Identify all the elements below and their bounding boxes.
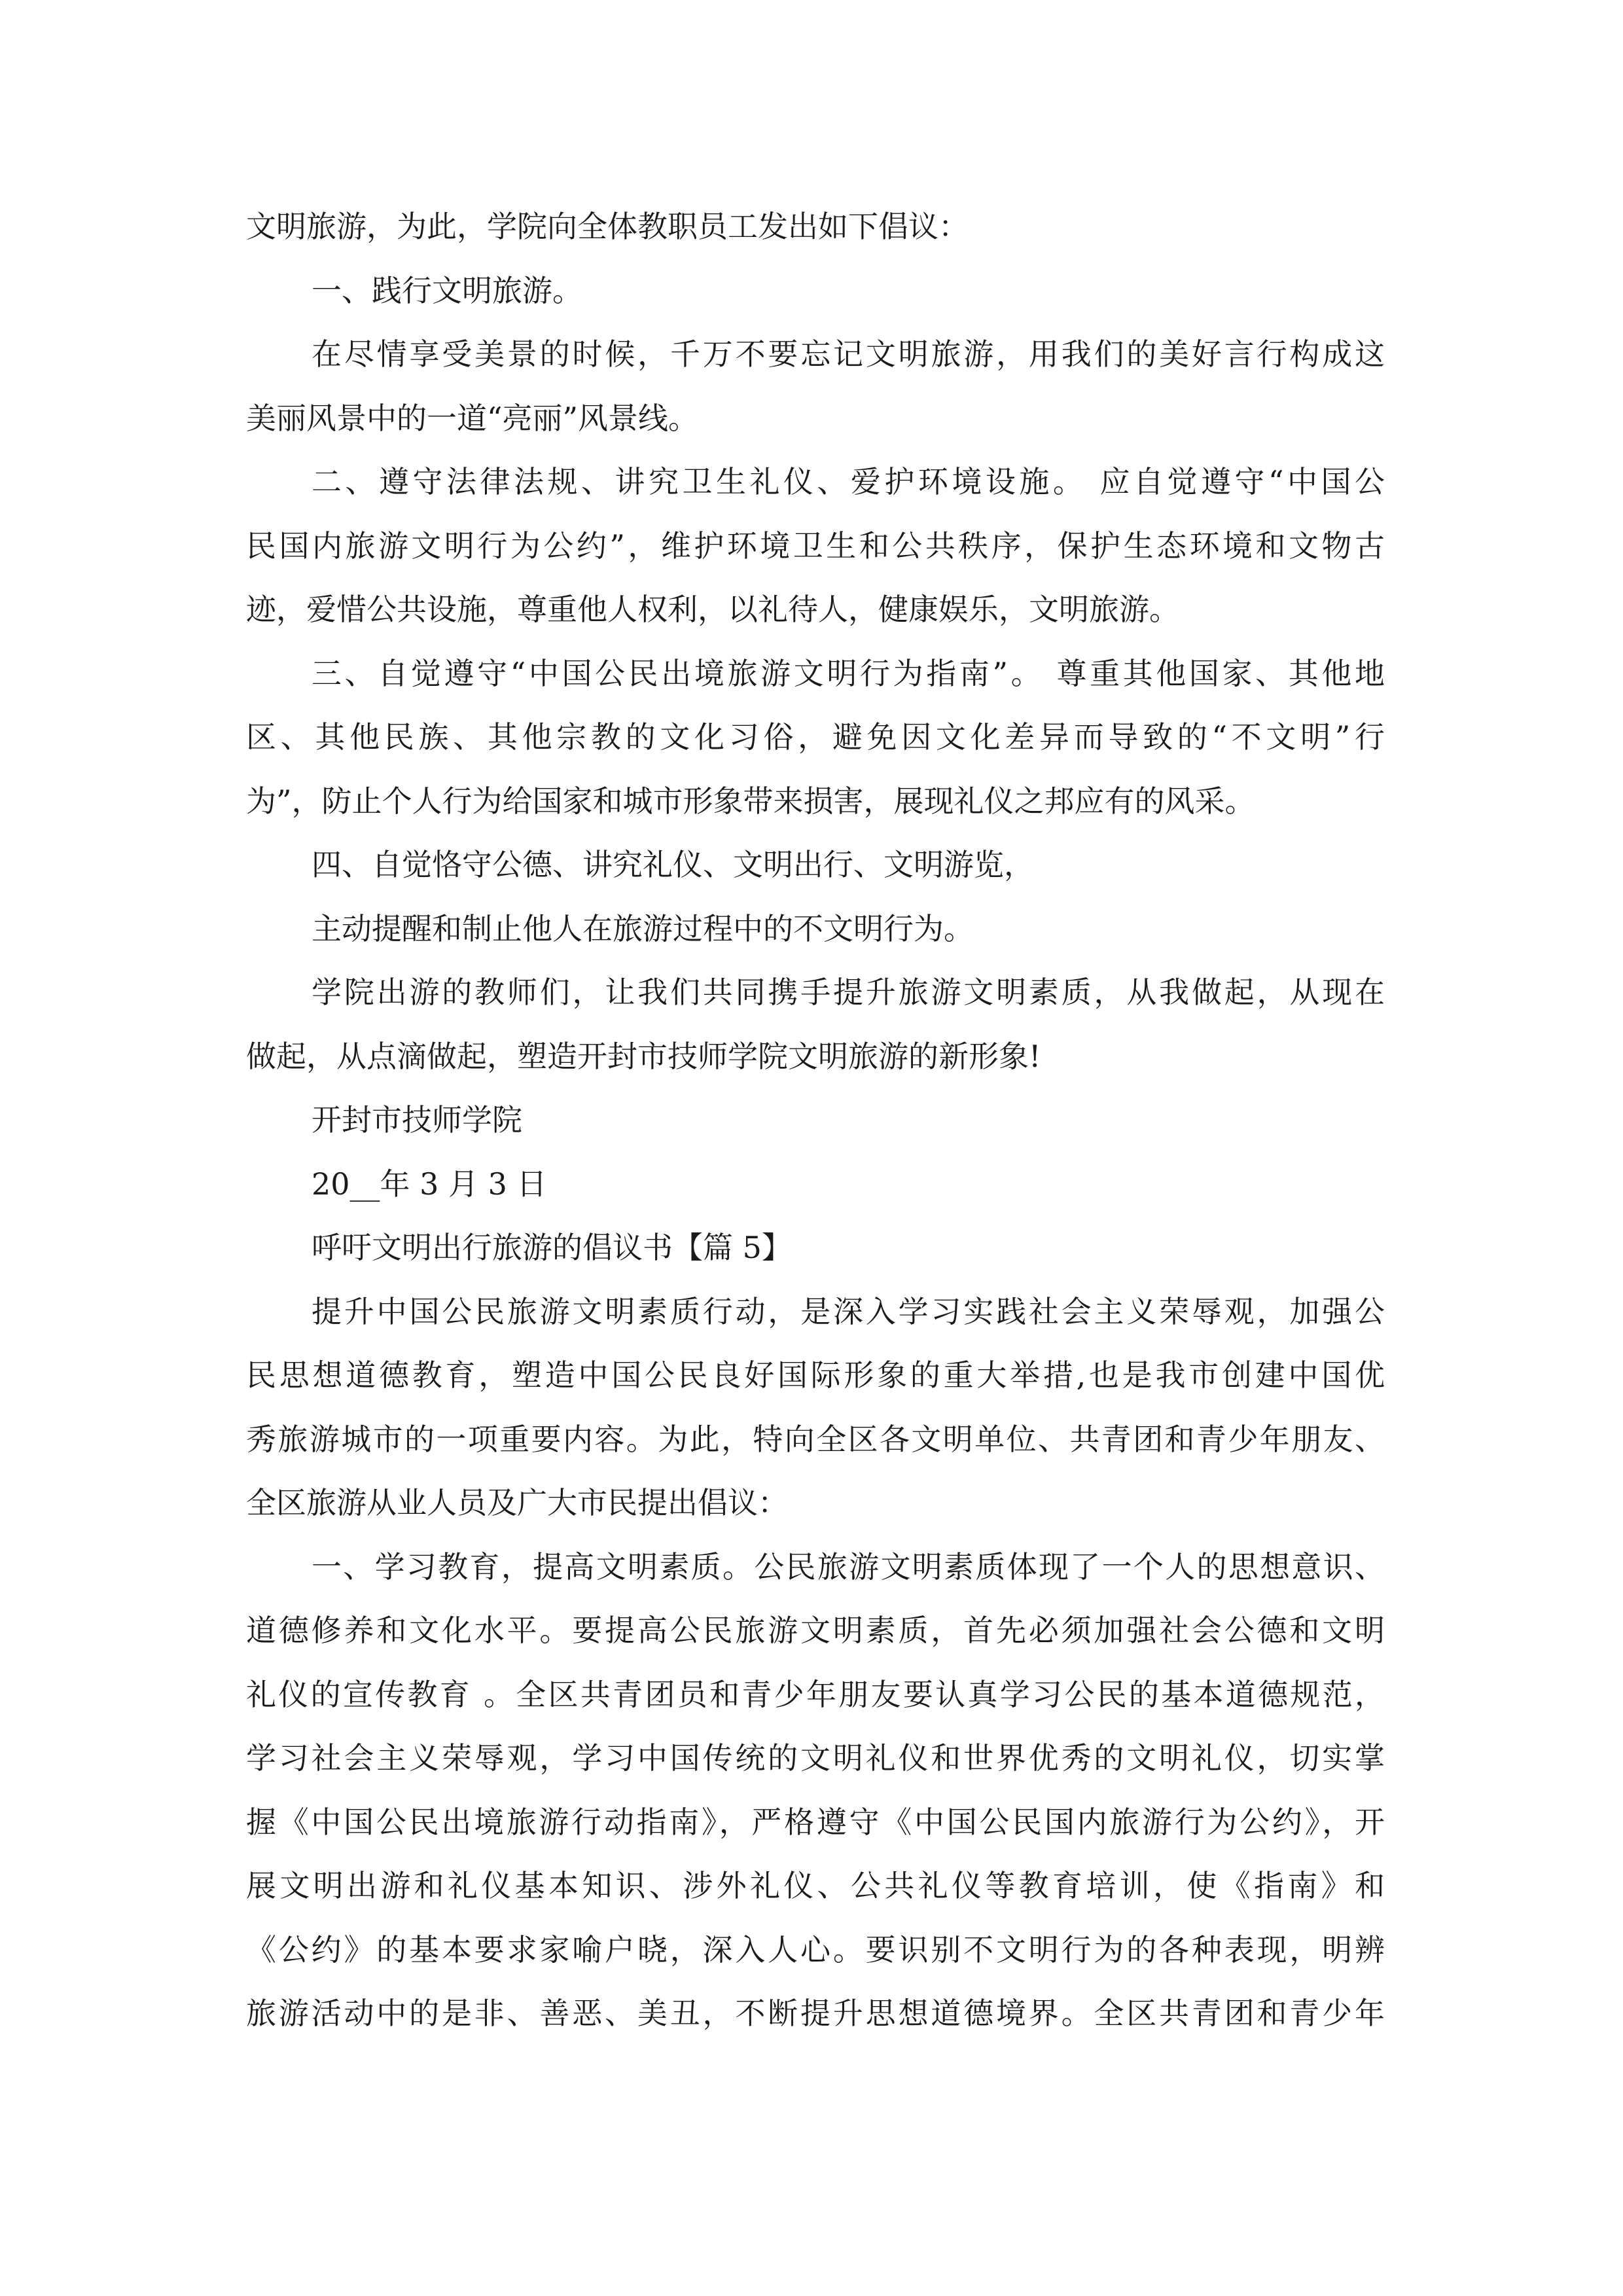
text-line: 旅游活动中的是非、善恶、美丑，不断提升思想道德境界。全区共青团和青少年: [246, 1996, 1385, 2031]
text-line: 二、遵守法律法规、讲究卫生礼仪、爱护环境设施。 应自觉遵守“中国公: [312, 464, 1385, 499]
text-line: 道德修养和文化水平。要提高公民旅游文明素质，首先必须加强社会公德和文明: [246, 1613, 1385, 1648]
text-line: 20__年 3 月 3 日: [312, 1166, 547, 1202]
text-line: 在尽情享受美景的时候，千万不要忘记文明旅游，用我们的美好言行构成这: [312, 336, 1385, 372]
text-line: 三、自觉遵守“中国公民出境旅游文明行为指南”。 尊重其他国家、其他地: [312, 655, 1385, 691]
text-line: 《公约》的基本要求家喻户晓，深入人心。要识别不文明行为的各种表现，明辨: [246, 1931, 1385, 1967]
text-line: 提升中国公民旅游文明素质行动，是深入学习实践社会主义荣辱观，加强公: [312, 1293, 1385, 1329]
text-line: 秀旅游城市的一项重要内容。为此，特向全区各文明单位、共青团和青少年朋友、: [246, 1421, 1385, 1457]
text-line: 四、自觉恪守公德、讲究礼仪、文明出行、文明游览，: [312, 847, 1034, 882]
text-line: 全区旅游从业人员及广大市民提出倡议：: [246, 1485, 788, 1520]
text-line: 迹，爱惜公共设施，尊重他人权利，以礼待人，健康娱乐，文明旅游。: [246, 592, 1179, 627]
text-line: 一、践行文明旅游。: [312, 272, 582, 308]
text-line: 呼吁文明出行旅游的倡议书【篇 5】: [312, 1230, 792, 1265]
text-line: 礼仪的宣传教育 。全区共青团员和青少年朋友要认真学习公民的基本道德规范，: [246, 1676, 1385, 1712]
text-line: 学习社会主义荣辱观，学习中国传统的文明礼仪和世界优秀的文明礼仪，切实掌: [246, 1740, 1385, 1776]
text-line: 主动提醒和制止他人在旅游过程中的不文明行为。: [312, 910, 974, 946]
text-line: 民国内旅游文明行为公约”，维护环境卫生和公共秩序，保护生态环境和文物古: [246, 528, 1385, 564]
text-line: 文明旅游，为此，学院向全体教职员工发出如下倡议：: [246, 209, 969, 244]
text-line: 学院出游的教师们，让我们共同携手提升旅游文明素质，从我做起，从现在: [312, 975, 1385, 1010]
text-line: 区、其他民族、其他宗教的文化习俗，避免因文化差异而导致的“不文明”行: [246, 719, 1385, 755]
text-line: 展文明出游和礼仪基本知识、涉外礼仪、公共礼仪等教育培训，使《指南》和: [246, 1868, 1385, 1903]
text-line: 做起，从点滴做起，塑造开封市技师学院文明旅游的新形象!: [246, 1038, 1041, 1074]
text-line: 美丽风景中的一道“亮丽”风景线。: [246, 400, 699, 436]
text-line: 为”，防止个人行为给国家和城市形象带来损害，展现礼仪之邦应有的风采。: [246, 783, 1255, 819]
text-line: 握《中国公民出境旅游行动指南》，严格遵守《中国公民国内旅游行为公约》，开: [246, 1804, 1385, 1840]
text-line: 民思想道德教育，塑造中国公民良好国际形象的重大举措,也是我市创建中国优: [246, 1357, 1385, 1393]
document-body: [246, 195, 1385, 2046]
text-line: 开封市技师学院: [312, 1102, 522, 1138]
text-line: 一、学习教育，提高文明素质。公民旅游文明素质体现了一个人的思想意识、: [312, 1549, 1385, 1585]
